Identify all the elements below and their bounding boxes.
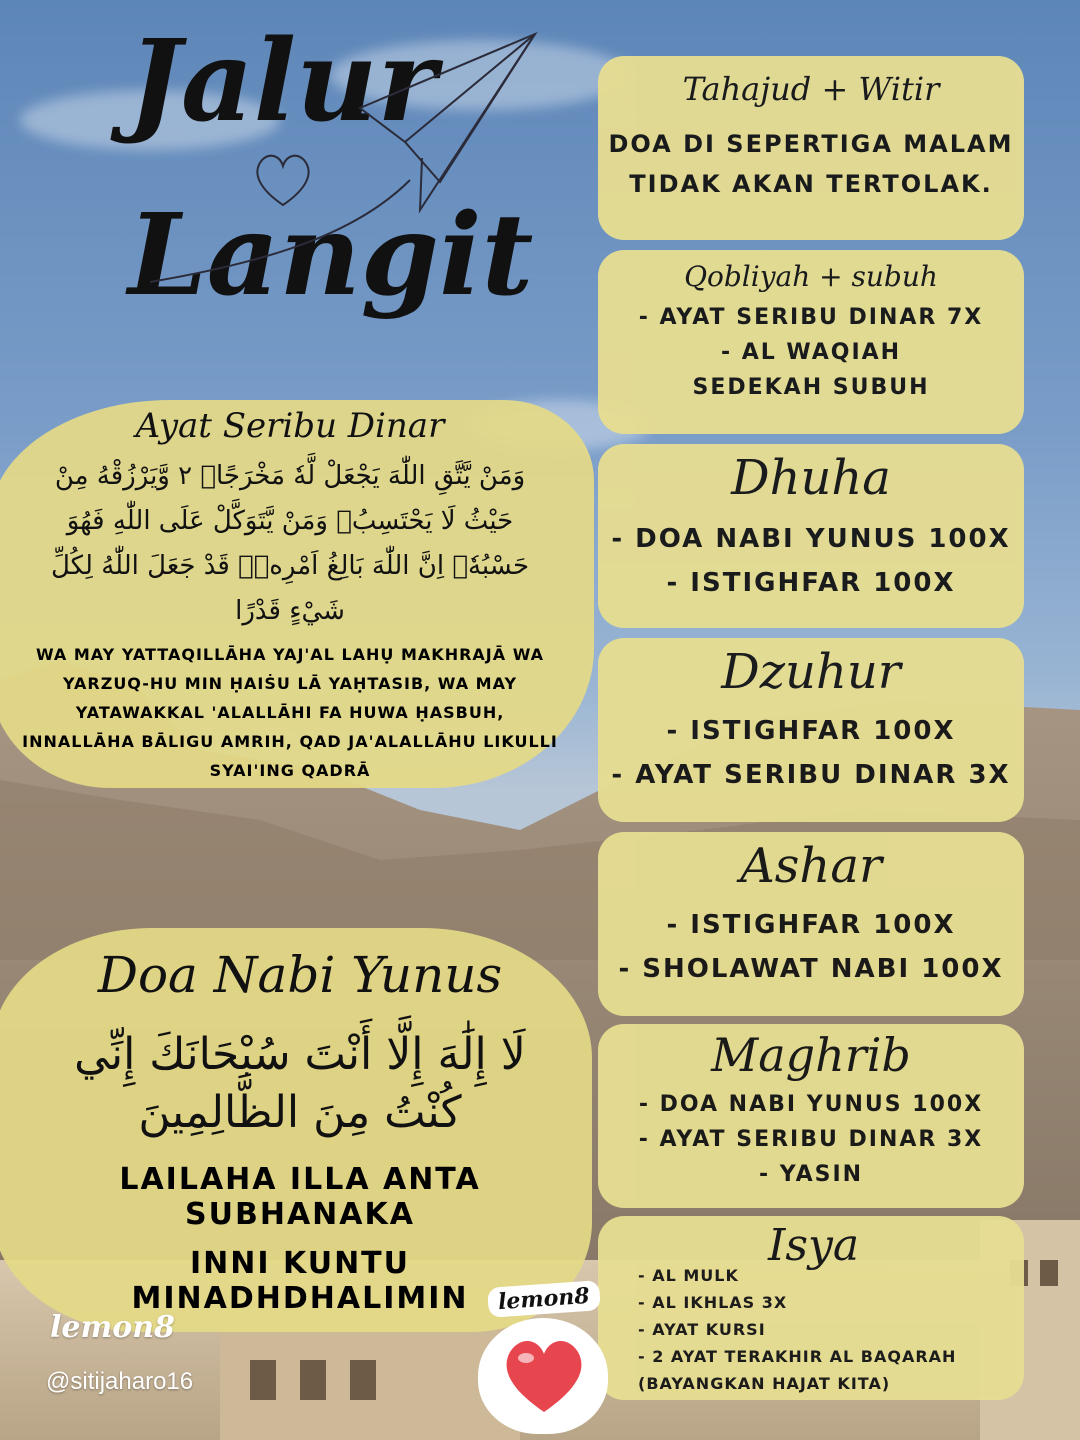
schedule-card-title: Maghrib bbox=[711, 1028, 911, 1082]
schedule-card-title: Dzuhur bbox=[721, 644, 901, 700]
schedule-item: - YASIN bbox=[758, 1162, 864, 1187]
schedule-item: - AYAT SERIBU DINAR 7X bbox=[638, 305, 984, 330]
heart-icon bbox=[498, 1334, 590, 1416]
schedule-card-title: Tahajud + Witir bbox=[682, 70, 940, 108]
schedule-item: - DOA NABI YUNUS 100X bbox=[611, 524, 1011, 554]
schedule-item: - SHOLAWAT NABI 100X bbox=[618, 954, 1004, 984]
schedule-card-title: Dhuha bbox=[731, 450, 891, 506]
ayat-seribu-dinar-heading: Ayat Seribu Dinar bbox=[135, 406, 445, 446]
ayat-seribu-dinar-card bbox=[20, 406, 560, 785]
doa-nabi-yunus-latin-line1: LAILAHA ILLA ANTA SUBHANAKA bbox=[119, 1162, 481, 1232]
schedule-item: - ISTIGHFAR 100X bbox=[666, 910, 956, 940]
title-jalur: Jalur bbox=[128, 16, 437, 147]
schedule-card-tahajud bbox=[598, 56, 1024, 240]
schedule-card-ashar bbox=[598, 832, 1024, 1016]
schedule-card-maghrib bbox=[598, 1024, 1024, 1208]
schedule-item: - AL IKHLAS 3X bbox=[638, 1293, 788, 1312]
schedule-item: - AYAT SERIBU DINAR 3X bbox=[611, 760, 1011, 790]
ayat-seribu-dinar-latin: WA MAY YATTAQILLĀHA YAJ'AL LAHỤ MAKHRAJĀ WA YARZUQ-HU MIN ḤAIṠU LĀ YAḤTASIB, WA MAY YATAWAKKAL 'ALALLĀHI FA HUWA ḤASBUH, INNALLĀHA BĀLIGU AMRIH, QAD JA'ALALLĀHU LIKULLI SYAI'ING QADRĀ bbox=[22, 645, 558, 780]
doa-nabi-yunus-arabic-line1: لَا إِلَٰهَ إِلَّا أَنْتَ سُبْحَانَكَ إِنِّي bbox=[74, 1029, 526, 1080]
title-langit: Langit bbox=[128, 190, 534, 321]
schedule-item: (BAYANGKAN HAJAT KITA) bbox=[638, 1374, 891, 1393]
schedule-item: - DOA NABI YUNUS 100X bbox=[638, 1092, 984, 1117]
paper-plane-icon bbox=[140, 30, 560, 310]
schedule-item: - ISTIGHFAR 100X bbox=[666, 716, 956, 746]
schedule-card-isya bbox=[598, 1216, 1024, 1400]
schedule-item: - AL MULK bbox=[638, 1266, 739, 1285]
doa-nabi-yunus-arabic-line2: كُنْتُ مِنَ الظَّالِمِينَ bbox=[138, 1087, 462, 1138]
schedule-item: TIDAK AKAN TERTOLAK. bbox=[629, 170, 993, 198]
schedule-item: - AYAT SERIBU DINAR 3X bbox=[638, 1127, 984, 1152]
schedule-item: - AL WAQIAH bbox=[720, 340, 902, 365]
schedule-item: - AYAT KURSI bbox=[638, 1320, 766, 1339]
schedule-item: DOA DI SEPERTIGA MALAM bbox=[608, 130, 1014, 158]
doa-nabi-yunus-card bbox=[20, 940, 580, 1316]
ayat-seribu-dinar-arabic: وَمَنْ يَّتَّقِ اللّٰهَ يَجْعَلْ لَّهٗ مَخْرَجًاۙ ٢ وَّيَرْزُقْهُ مِنْ حَيْثُ لَا يَحْتَسِبُۗ وَمَنْ يَّتَوَكَّلْ عَلَى اللّٰهِ فَهُوَ حَسْبُهٗۗ اِنَّ اللّٰهَ بَالِغُ اَمْرِهٖۗ قَدْ جَعَلَ اللّٰهُ لِكُلِّ شَيْءٍ قَدْرًا bbox=[50, 461, 530, 626]
schedule-item: SEDEKAH SUBUH bbox=[692, 375, 930, 400]
doa-nabi-yunus-latin-line2: INNI KUNTU MINADHDHALIMIN bbox=[131, 1246, 469, 1316]
schedule-item: - ISTIGHFAR 100X bbox=[666, 568, 956, 598]
lemon8-watermark: lemon8 bbox=[50, 1310, 175, 1345]
schedule-card-qobliyah-subuh bbox=[598, 250, 1024, 434]
schedule-card-dzuhur bbox=[598, 638, 1024, 822]
schedule-card-dhuha bbox=[598, 444, 1024, 628]
lemon8-badge: lemon8 bbox=[487, 1280, 600, 1318]
heart-outline-icon bbox=[248, 150, 318, 210]
author-handle: @sitijaharo16 bbox=[46, 1368, 194, 1395]
schedule-card-title: Isya bbox=[768, 1220, 860, 1271]
schedule-card-title: Ashar bbox=[740, 838, 882, 894]
doa-nabi-yunus-heading: Doa Nabi Yunus bbox=[97, 946, 503, 1004]
schedule-item: - 2 AYAT TERAKHIR AL BAQARAH bbox=[638, 1347, 957, 1366]
schedule-card-title: Qobliyah + subuh bbox=[684, 260, 938, 293]
